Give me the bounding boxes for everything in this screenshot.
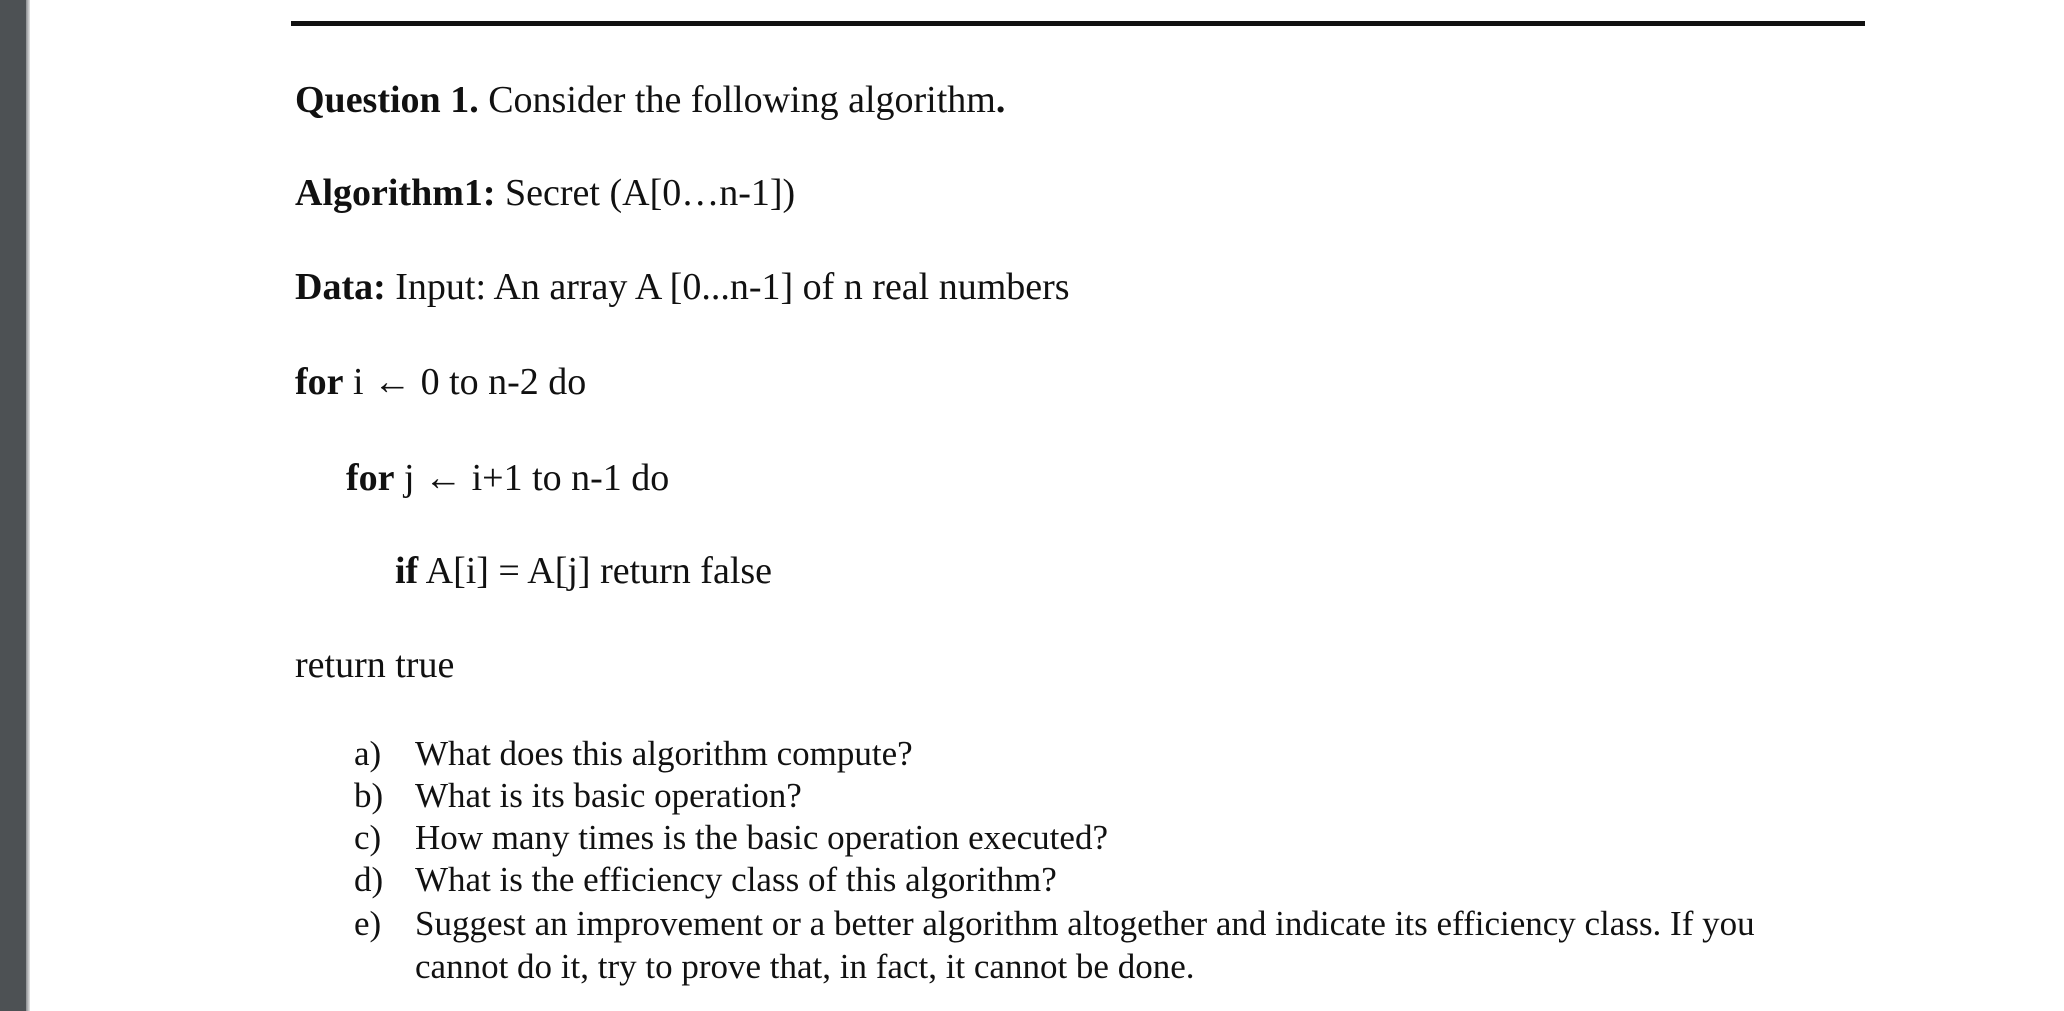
return-text: return true [295,644,455,686]
algorithm-label: Algorithm1: [295,172,496,214]
algorithm-title [295,170,795,216]
if-statement [395,548,772,594]
question-heading [295,77,1005,123]
subquestion-text: What does this algorithm compute? [415,734,913,773]
document-page [30,0,2064,1011]
outer-for-loop [295,359,586,405]
subquestion-text: What is the efficiency class of this algorithm? [415,860,1057,899]
inner-for-loop [346,455,669,501]
question-text: Consider the following algorithm [478,79,996,121]
if-keyword: if [395,550,419,592]
subquestion-label: d) [354,860,384,899]
data-line [295,264,1070,310]
viewer-left-bar [0,0,26,1011]
subquestion-label: b) [354,776,384,815]
algorithm-signature: Secret (A[0…n-1]) [495,172,796,214]
for-keyword: for [346,457,395,499]
question-period: . [995,79,1006,121]
subquestion-text: Suggest an improvement or a better algorithm altogether and indicate its efficiency class. If you [415,904,1755,943]
question-label: Question 1. [295,79,479,121]
if-text: A[i] = A[j] return false [418,550,773,592]
for-keyword: for [295,361,344,403]
subquestion-label: e) [354,904,382,943]
subquestion-text: How many times is the basic operation executed? [415,818,1108,857]
subquestion-label: a) [354,734,382,773]
subquestion-text: What is its basic operation? [415,776,802,815]
return-statement [295,642,454,688]
subquestion-continuation-text: cannot do it, try to prove that, in fact, it cannot be done. [415,947,1195,986]
top-horizontal-rule [291,21,1865,26]
data-label: Data: [295,266,386,308]
subquestion-label: c) [354,818,382,857]
outer-loop-text: i ← 0 to n-2 do [343,361,587,403]
data-text: Input: An array A [0...n-1] of n real numbers [385,266,1070,308]
inner-loop-text: j ← i+1 to n-1 do [394,457,670,499]
